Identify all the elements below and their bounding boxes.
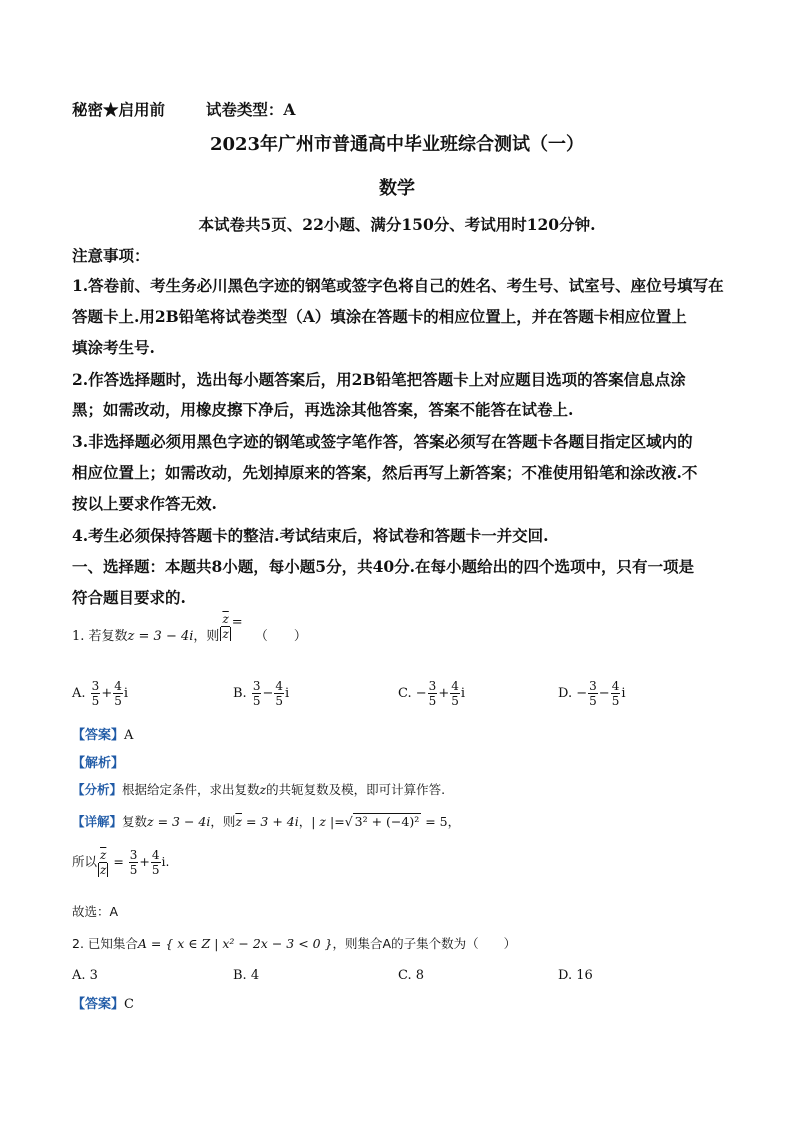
q1-detail: 【详解】复数z = 3 − 4i，则$\overline{z} = 3 + 4i$，| z |=√ 3² + (−4)² = 5， [72,814,461,829]
q1-prefix: 1. 若复数 [72,629,128,644]
confidential-label: 秘密★启用前 [72,100,166,119]
q2-option-d: D. 16 [558,968,593,983]
notice-line: 1.答卷前、考生务必川黑色字迹的钢笔或签字色将自己的姓名、考生号、试室号、座位号填写在 [72,276,724,295]
answer-tag: 【答案】 [72,997,125,1012]
notice-line: 填涂考生号. [72,338,155,357]
notice-title: 注意事项： [72,246,150,265]
q2-set: A = { x ∈ Z | x² − 2x − 3 < 0 } [137,936,333,951]
notice-line: 按以上要求作答无效. [72,494,217,513]
question-1 [72,612,307,651]
question-2: 2. 已知集合A = { x ∈ Z | x² − 2x − 3 < 0 }，则集合A的子集个数为（ ） [72,936,517,951]
notice-line: 答题卡上.用2B铅笔将试卷类型（A）填涂在答题卡的相应位置上，并在答题卡相应位置上 [72,307,687,326]
answer-value: A [124,728,134,743]
q2-option-a: A. 3 [72,968,98,983]
q1-paren: （ ） [254,629,307,644]
notice-line: 2.作答选择题时，选出每小题答案后，用2B铅笔把答题卡上对应题目选项的答案信息点涂 [72,370,686,389]
q1-answer [72,724,133,743]
answer-tag: 【答案】 [72,728,125,743]
notice-line: 相应位置上；如需改动，先划掉原来的答案，然后再写上新答案；不准使用铅笔和涂改液.不 [72,463,698,482]
q1-option-d: D. − $\frac{3}{5}$ − $\frac{4}{5}$ i [558,679,626,708]
q1-frac-num: $\overline{z}$ [222,612,229,626]
section-heading: 符合题目要求的. [72,588,186,607]
section-heading: 一、选择题：本题共8小题，每小题5分，共40分.在每小题给出的四个选项中，只有一项是 [72,557,695,576]
q2-option-c: C. 8 [398,968,425,983]
exam-info: 本试卷共5页、22小题、满分150分、考试用时120分钟. [198,215,596,234]
q1-pick: 故选：A [72,904,119,919]
header-line [72,98,295,120]
q1-analysis [72,752,124,771]
paper-type-label: 试卷类型：A [205,100,296,119]
fenxi-tag: 【分析】 [72,782,123,797]
q1-frac-den: z [222,627,229,641]
exam-title: 2023年广州市普通高中毕业班综合测试（一） [209,134,585,155]
q2-answer [72,993,134,1012]
answer-value: C [124,997,134,1012]
notice-line: 3.非选择题必须用黑色字迹的钢笔或签字笔作答，答案必须写在答题卡各题目指定区域内的 [72,432,693,451]
q1-therefore: 所以 $\frac{\overline{z}}{z}$ = $\frac{3}{5}$ + $\frac{4}{5}$ i. [72,848,170,877]
q1-option-a: A. $\frac{3}{5}$ + $\frac{4}{5}$ i [72,679,129,708]
analysis-tag: 【解析】 [72,756,125,771]
q2-option-b: B. 4 [233,968,260,983]
subject-title: 数学 [379,178,415,199]
detail-tag: 【详解】 [72,814,123,829]
q1-fenxi: 【分析】根据给定条件，求出复数z的共轭复数及模，即可计算作答. [72,782,446,797]
q1-mid: ，则 [193,629,220,644]
q1-expr: z = 3 − 4i [127,629,194,644]
q1-option-c: C. − $\frac{3}{5}$ + $\frac{4}{5}$ i [398,679,466,708]
q1-option-b: B. $\frac{3}{5}$ − $\frac{4}{5}$ i [233,679,290,708]
q1-fraction [220,612,230,641]
notice-line: 黑；如需改动，用橡皮擦下净后，再选涂其他答案，答案不能答在试卷上. [72,400,574,419]
notice-line: 4.考生必须保持答题卡的整洁.考试结束后，将试卷和答题卡一并交回. [72,526,549,545]
q1-eq: = [231,615,243,630]
